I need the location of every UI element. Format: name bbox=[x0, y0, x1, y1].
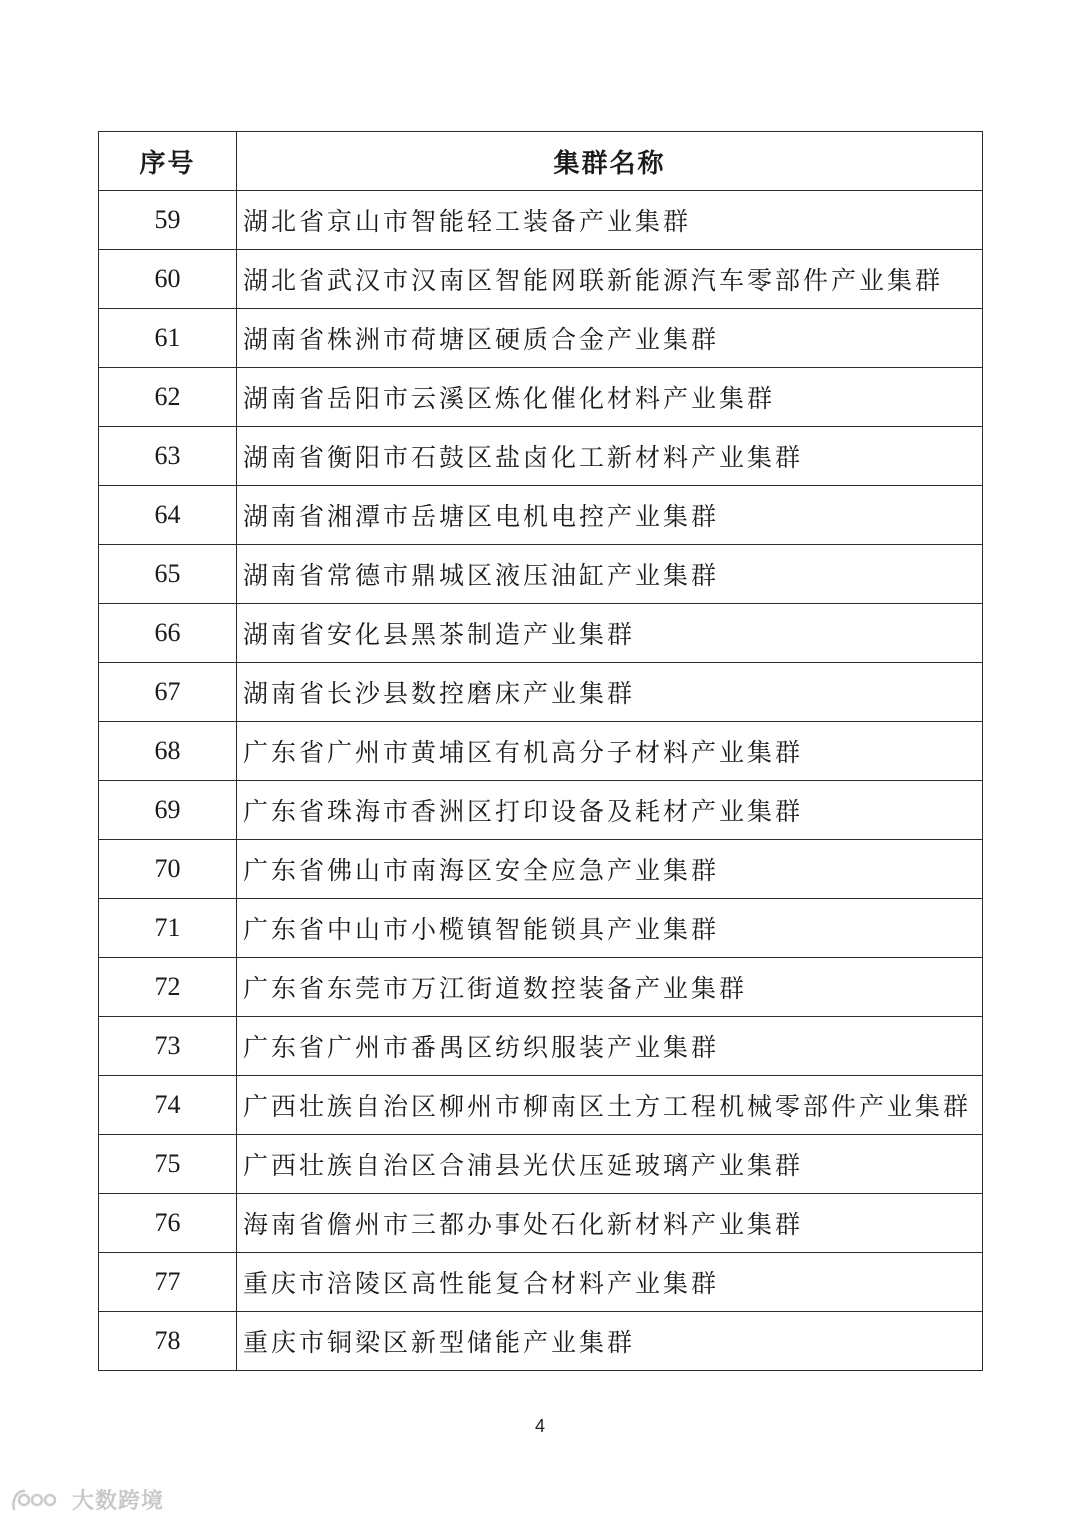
row-index: 62 bbox=[99, 368, 237, 427]
row-index: 65 bbox=[99, 545, 237, 604]
row-index: 69 bbox=[99, 781, 237, 840]
header-name: 集群名称 bbox=[237, 132, 983, 191]
row-index: 61 bbox=[99, 309, 237, 368]
table-row bbox=[99, 722, 983, 781]
table-row bbox=[99, 1017, 983, 1076]
table-row bbox=[99, 840, 983, 899]
row-index: 59 bbox=[99, 191, 237, 250]
row-index: 72 bbox=[99, 958, 237, 1017]
row-cluster-name: 湖北省京山市智能轻工装备产业集群 bbox=[237, 191, 983, 250]
table-row bbox=[99, 250, 983, 309]
table-row bbox=[99, 958, 983, 1017]
row-cluster-name: 湖南省长沙县数控磨床产业集群 bbox=[237, 663, 983, 722]
row-cluster-name: 湖北省武汉市汉南区智能网联新能源汽车零部件产业集群 bbox=[237, 250, 983, 309]
row-cluster-name: 海南省儋州市三都办事处石化新材料产业集群 bbox=[237, 1194, 983, 1253]
cluster-table bbox=[98, 131, 983, 1371]
table-row bbox=[99, 899, 983, 958]
table-row bbox=[99, 191, 983, 250]
row-index: 63 bbox=[99, 427, 237, 486]
table-row bbox=[99, 1253, 983, 1312]
page-number: 4 bbox=[534, 1416, 545, 1436]
watermark bbox=[10, 1484, 164, 1515]
table-body bbox=[99, 191, 983, 1371]
row-cluster-name: 重庆市涪陵区高性能复合材料产业集群 bbox=[237, 1253, 983, 1312]
row-index: 66 bbox=[99, 604, 237, 663]
row-cluster-name: 广东省广州市番禺区纺织服装产业集群 bbox=[237, 1017, 983, 1076]
row-cluster-name: 湖南省常德市鼎城区液压油缸产业集群 bbox=[237, 545, 983, 604]
row-index: 71 bbox=[99, 899, 237, 958]
row-index: 76 bbox=[99, 1194, 237, 1253]
table-row bbox=[99, 1312, 983, 1371]
row-cluster-name: 湖南省湘潭市岳塘区电机电控产业集群 bbox=[237, 486, 983, 545]
row-cluster-name: 广东省佛山市南海区安全应急产业集群 bbox=[237, 840, 983, 899]
row-index: 68 bbox=[99, 722, 237, 781]
watermark-text: 大数跨境 bbox=[72, 1489, 165, 1514]
row-cluster-name: 广东省中山市小榄镇智能锁具产业集群 bbox=[237, 899, 983, 958]
row-index: 67 bbox=[99, 663, 237, 722]
row-cluster-name: 广西壮族自治区柳州市柳南区土方工程机械零部件产业集群 bbox=[237, 1076, 983, 1135]
row-cluster-name: 湖南省株洲市荷塘区硬质合金产业集群 bbox=[237, 309, 983, 368]
row-index: 70 bbox=[99, 840, 237, 899]
row-cluster-name: 广东省东莞市万江街道数控装备产业集群 bbox=[237, 958, 983, 1017]
table-row bbox=[99, 781, 983, 840]
row-index: 60 bbox=[99, 250, 237, 309]
row-index: 75 bbox=[99, 1135, 237, 1194]
row-index: 64 bbox=[99, 486, 237, 545]
row-cluster-name: 广西壮族自治区合浦县光伏压延玻璃产业集群 bbox=[237, 1135, 983, 1194]
row-index: 74 bbox=[99, 1076, 237, 1135]
row-cluster-name: 重庆市铜梁区新型储能产业集群 bbox=[237, 1312, 983, 1371]
row-cluster-name: 广东省广州市黄埔区有机高分子材料产业集群 bbox=[237, 722, 983, 781]
table-row bbox=[99, 545, 983, 604]
row-index: 78 bbox=[99, 1312, 237, 1371]
table-row bbox=[99, 604, 983, 663]
row-index: 73 bbox=[99, 1017, 237, 1076]
table-row bbox=[99, 663, 983, 722]
table-row bbox=[99, 309, 983, 368]
brand-logo-icon bbox=[10, 1487, 66, 1513]
row-cluster-name: 湖南省衡阳市石鼓区盐卤化工新材料产业集群 bbox=[237, 427, 983, 486]
table-row bbox=[99, 1135, 983, 1194]
table-row bbox=[99, 1194, 983, 1253]
header-index: 序号 bbox=[99, 132, 237, 191]
row-cluster-name: 湖南省岳阳市云溪区炼化催化材料产业集群 bbox=[237, 368, 983, 427]
table-row bbox=[99, 1076, 983, 1135]
row-cluster-name: 广东省珠海市香洲区打印设备及耗材产业集群 bbox=[237, 781, 983, 840]
table-row bbox=[99, 486, 983, 545]
table-row bbox=[99, 427, 983, 486]
table-header-row bbox=[99, 132, 983, 191]
table-row bbox=[99, 368, 983, 427]
row-index: 77 bbox=[99, 1253, 237, 1312]
row-cluster-name: 湖南省安化县黑茶制造产业集群 bbox=[237, 604, 983, 663]
